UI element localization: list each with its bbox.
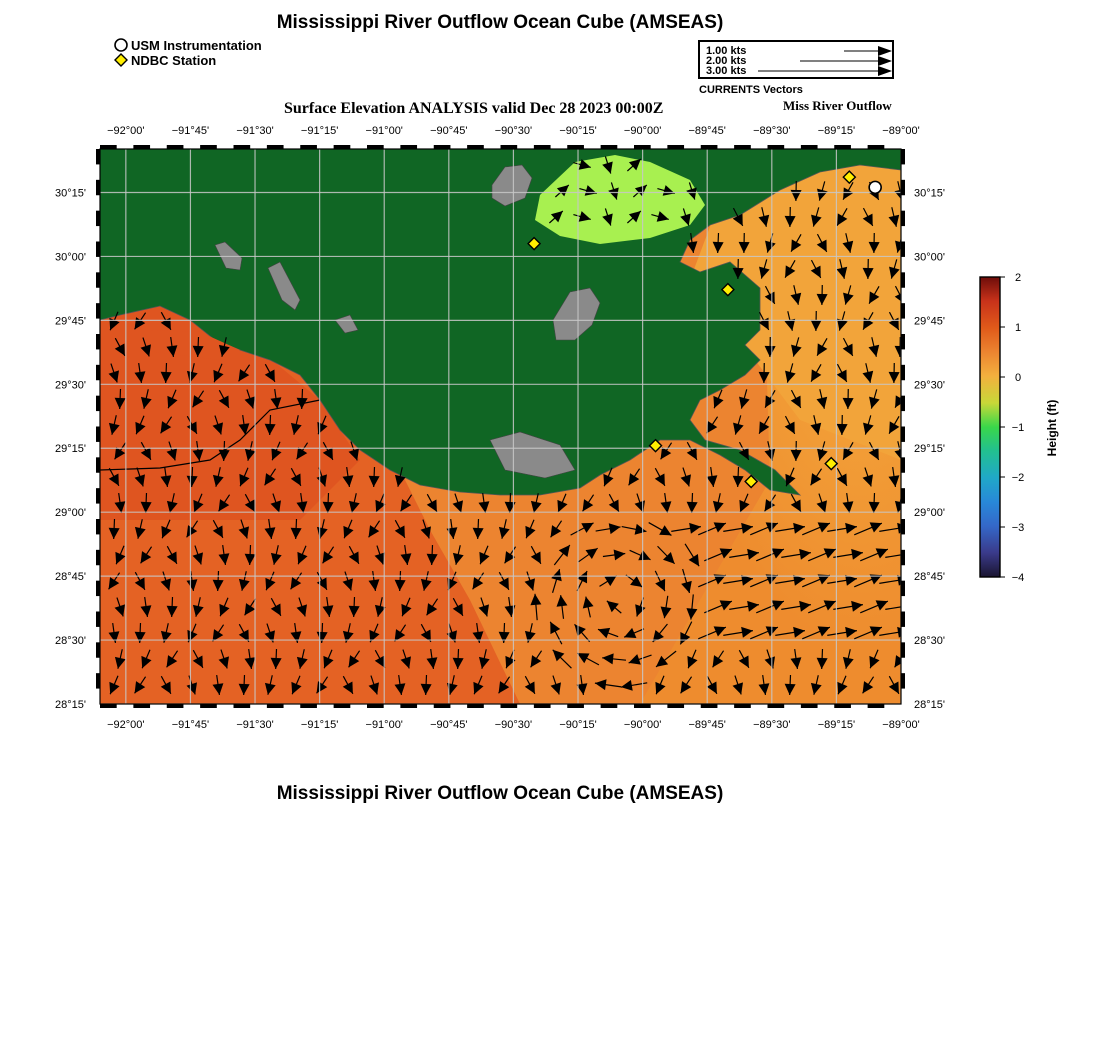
colorbar-tick-label: 0	[1014, 372, 1022, 384]
vector-legend-2kt: 2.00 kts	[706, 55, 747, 67]
lon-tick-label-top: −89°15'	[817, 125, 856, 137]
second-panel-title: Mississippi River Outflow Ocean Cube (AMSEAS)	[276, 783, 724, 804]
lon-tick-label-bottom: −90°30'	[494, 719, 533, 731]
lon-tick-label-bottom: −90°00'	[623, 719, 662, 731]
lon-tick-label-top: −90°45'	[430, 125, 468, 137]
lon-tick-label-bottom: −90°15'	[559, 719, 597, 731]
colorbar	[960, 260, 1080, 600]
lat-tick-label-left: 28°30'	[55, 635, 86, 648]
vector-legend-caption: CURRENTS Vectors	[699, 84, 803, 96]
lon-tick-label-bottom: −89°30'	[753, 719, 791, 731]
lon-tick-label-bottom: −89°15'	[817, 719, 856, 731]
lat-tick-label-right: 28°15'	[914, 699, 945, 711]
lon-tick-label-bottom: −91°45'	[171, 719, 210, 731]
main-title: Mississippi River Outflow Ocean Cube (AMSEAS)	[276, 12, 724, 33]
lat-tick-label-right: 29°30'	[914, 379, 945, 392]
lon-tick-label-top: −91°30'	[236, 125, 274, 137]
colorbar-scale	[980, 277, 1000, 577]
lat-tick-label-right: 29°15'	[914, 443, 945, 456]
lon-tick-label-top: −89°30'	[753, 125, 791, 137]
lon-tick-label-top: −89°00'	[882, 125, 920, 137]
lat-tick-label-right: 28°45'	[914, 571, 945, 584]
lat-tick-label-left: 29°30'	[55, 379, 86, 392]
lon-tick-label-bottom: −92°00'	[107, 719, 145, 731]
vector-legend-1kt: 1.00 kts	[706, 45, 747, 57]
lat-tick-label-left: 28°45'	[55, 571, 86, 584]
lon-tick-label-top: −89°45'	[688, 125, 726, 137]
lon-tick-label-bottom: −91°30'	[236, 719, 274, 731]
lat-tick-label-left: 28°15'	[55, 699, 86, 711]
usm-legend-label: USM Instrumentation	[131, 37, 262, 53]
lon-tick-label-bottom: −91°00'	[365, 719, 403, 731]
map-subtitle: Surface Elevation ANALYSIS valid Dec 28 2023 00:00Z	[284, 100, 664, 117]
lat-tick-label-right: 30°00'	[914, 251, 945, 264]
lat-tick-label-left: 29°15'	[55, 443, 86, 456]
lon-tick-label-top: −91°45'	[171, 125, 210, 137]
lon-tick-label-top: −91°15'	[300, 125, 339, 137]
colorbar-tick-label: −3	[1011, 522, 1025, 534]
lon-tick-label-bottom: −91°15'	[300, 719, 339, 731]
lat-tick-label-left: 30°15'	[55, 187, 86, 200]
lon-tick-label-top: −90°00'	[623, 125, 662, 137]
lon-tick-label-bottom: −89°45'	[688, 719, 726, 731]
colorbar-tick-label: −1	[1011, 422, 1025, 434]
colorbar-tick-label: −2	[1011, 472, 1025, 484]
lat-tick-label-right: 29°00'	[914, 507, 945, 520]
usm-station-marker[interactable]	[869, 181, 881, 193]
lat-tick-label-left: 29°00'	[55, 507, 86, 520]
colorbar-tick-label: 2	[1014, 272, 1022, 284]
lon-tick-label-top: −92°00'	[107, 125, 145, 137]
colorbar-ticks	[1000, 272, 1024, 584]
colorbar-tick-label: −4	[1011, 572, 1025, 584]
lon-tick-label-top: −90°30'	[494, 125, 533, 137]
region-label: Miss River Outflow	[783, 98, 892, 113]
lon-tick-label-top: −91°00'	[365, 125, 403, 137]
ndbc-legend-label: NDBC Station	[131, 52, 217, 68]
lat-tick-label-left: 30°00'	[55, 251, 86, 264]
lat-tick-label-right: 28°30'	[914, 635, 945, 648]
lat-tick-label-right: 30°15'	[914, 187, 945, 200]
lat-tick-label-left: 29°45'	[55, 315, 86, 328]
colorbar-label: Height (ft)	[1045, 399, 1059, 457]
lon-tick-label-top: −90°15'	[559, 125, 597, 137]
lon-tick-label-bottom: −90°45'	[430, 719, 468, 731]
lat-tick-label-right: 29°45'	[914, 315, 945, 328]
lon-tick-label-bottom: −89°00'	[882, 719, 920, 731]
vector-legend-3kt: 3.00 kts	[706, 65, 747, 77]
colorbar-tick-label: 1	[1014, 322, 1022, 334]
